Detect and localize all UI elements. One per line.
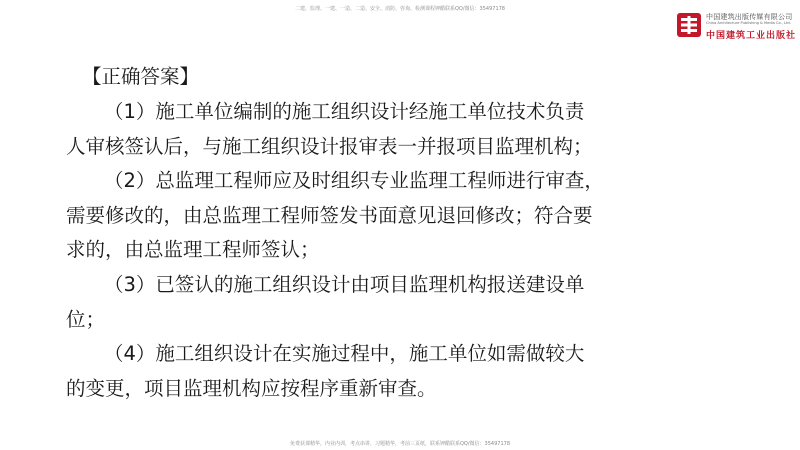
answer-heading: 【正确答案】 bbox=[82, 65, 200, 88]
publisher-name-en: China Architecture Publishing & Media Co., Ltd. bbox=[706, 21, 791, 25]
header-note: 二建、监理、一建、一造、二造、安全、消防、咨询、检测课程钾醋联系QQ/微信：35497178 bbox=[294, 6, 505, 12]
publisher-emblem-icon bbox=[676, 12, 702, 38]
publisher-name-cn: 中国建筑出版传媒有限公司 bbox=[706, 13, 793, 21]
answer-line: 位； bbox=[66, 307, 106, 331]
answer-line: （1）施工单位编制的施工组织设计经施工单位技术负责 bbox=[104, 100, 585, 123]
answer-line: （4）施工组织设计在实施过程中，施工单位如需做较大 bbox=[104, 342, 585, 366]
footer-note: 免费获课精华，内业内训，考点串讲，习题精华，考前三页纸，联系钾醋联系QQ/微信：35497178 bbox=[289, 441, 510, 447]
answer-line: （3）已签认的施工组织设计由项目监理机构报送建设单 bbox=[104, 273, 585, 296]
publisher-sub-name: 中国建筑工业出版社 bbox=[706, 31, 797, 41]
answer-line: 需要修改的，由总监理工程师签发书面意见退回修改；符合要 bbox=[66, 203, 593, 227]
publisher-logo bbox=[676, 10, 797, 46]
answer-line: 的变更，项目监理机构应按程序重新审查。 bbox=[66, 376, 437, 400]
answer-line: 求的，由总监理工程师签认； bbox=[66, 238, 320, 262]
answer-line: （2）总监理工程师应及时组织专业监理工程师进行审查， bbox=[104, 169, 604, 193]
answer-line: 人审核签认后，与施工组织设计报审表一并报项目监理机构； bbox=[66, 134, 593, 158]
